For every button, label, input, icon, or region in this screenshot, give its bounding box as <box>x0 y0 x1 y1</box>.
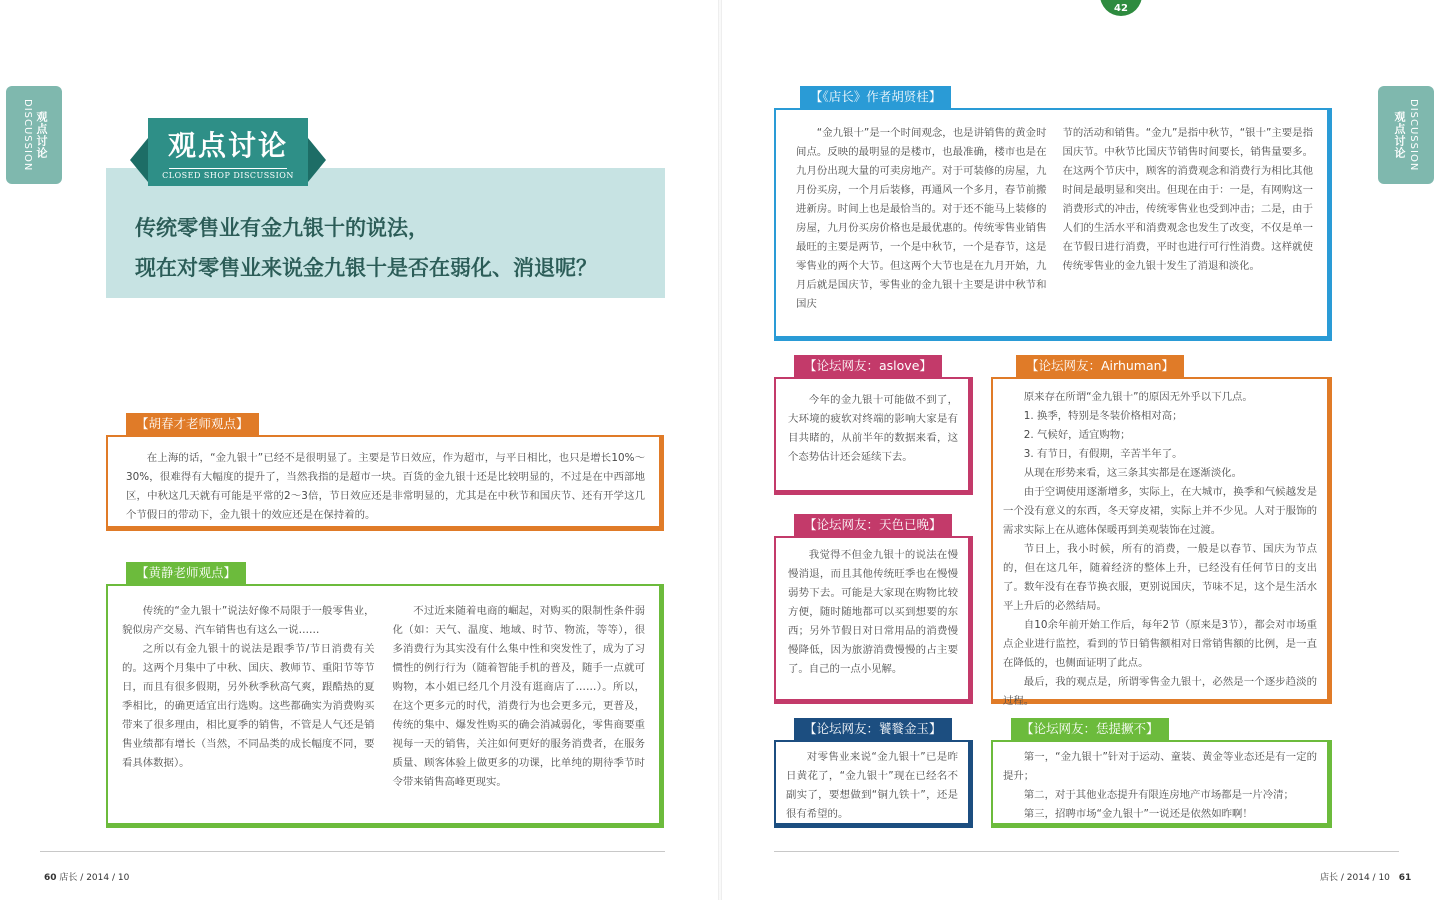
huang-col1-p2: 之所以有金九银十的说法是跟季节/节日消费有关的。这两个月集中了中秋、国庆、教师节、重阳节等节日，而且有很多假期，另外秋季秋高气爽，跟酷热的夏季相比，的确更适宜出行选购。这些都确实为消费购买带来了很多理由，相比夏季的销售，不管是人气还是销售业绩都有增长（当然，不同品类的成长幅度不同，要看具体数据）。 <box>122 643 375 769</box>
issue-right: / 2014 / 10 <box>1340 873 1390 883</box>
airhuman-p5: 从现在形势来看，这三条其实都是在逐渐淡化。 <box>1023 467 1242 479</box>
footer-rule-left <box>40 851 665 852</box>
tibuji-p1: 第一，“金九银十”针对于运动、童装、黄金等业态还是有一定的提升； <box>1003 751 1317 782</box>
tibuji-p3: 第三，招聘市场“金九银十”一说还是依然如昨啊！ <box>1023 808 1253 820</box>
page-number-left: 60 <box>44 873 57 883</box>
author-col-1 <box>796 124 1047 328</box>
folio-left <box>44 870 129 883</box>
tianse-label: 【论坛网友：天色已晚】 <box>794 514 952 536</box>
question-line-2: 现在对零售业来说金九银十是否在弱化、消退呢？ <box>135 255 597 280</box>
side-tab-cn: 观点讨论 <box>35 111 48 159</box>
title-ribbon <box>148 118 308 186</box>
page-title: 观点讨论 <box>167 129 288 162</box>
side-tab-left <box>6 86 62 184</box>
airhuman-p7: 节日上，我小时候，所有的消费，一般是以春节、国庆为节点的，但在这几年，随着经济的整体上升，已经没有任何节日的支出了。数年没有在春节换衣服，更别说国庆，节味不足，这个是生活水平上升后的必然结局。 <box>1003 543 1317 612</box>
author-col1-text: “金九银十”是一个时间观念，也是讲销售的黄金时间点。反映的最明显的是楼市，也最准确，楼市也是在九月份出现大量的可卖房地产。对于可装修的房屋，九月份买房，一个月后装修，再通风一个多月，春节前搬进新房。时间上也是最恰当的。对于还不能马上装修的房屋，九月份买房价格也是最优惠的。传统零售业销售最旺的主要是两节，一个是中秋节，一个是春节，这是零售业的两个大节。但这两个大节也是在九月开始，九月后就是国庆节，零售业的金九银十主要是讲中秋节和国庆 <box>796 127 1047 310</box>
airhuman-p2: 1. 换季，特别是冬装价格相对高； <box>1023 410 1183 422</box>
page-badge[interactable]: 42 <box>1100 0 1142 16</box>
airhuman-p4: 3. 有节日，有假期，辛苦半年了。 <box>1023 448 1183 460</box>
aslove-text: 今年的金九银十可能做不到了，大环境的疲软对终端的影响大家是有目共睹的，从前半年的数据来看，这个态势估计还会延续下去。 <box>788 394 958 463</box>
tibuji-p2: 第二，对于其他业态提升有限连房地产市场都是一片冷清； <box>1023 789 1294 801</box>
magazine-name-right: 店长 <box>1320 873 1339 883</box>
aslove-label: 【论坛网友：aslove】 <box>794 355 942 377</box>
huang-label: 【黄静老师观点】 <box>126 562 246 584</box>
footer-rule-right <box>774 851 1399 852</box>
tibuji-label: 【论坛网友：恁提撅不】 <box>1011 718 1169 740</box>
hu-text: 在上海的话，“金九银十”已经不是很明显了。主要是节日效应，作为超市，与平日相比，也只是增长10%～30%，很难得有大幅度的提升了，当然我指的是超市一块。百货的金九银十还是比较明显的，不过是在中西部地区，中秋这几天就有可能是平常的2～3倍，节日效应还是非常明显的，尤其是在中秋节和国庆节、还有开学这几个节假日的带动下，金九银十的效应还是在保持着的。 <box>126 452 645 521</box>
tianse-box <box>774 536 973 704</box>
tiaocan-text: 对零售业来说“金九银十”已是昨日黄花了，“金九银十”现在已经名不副实了，要想做到“铜九铁十”，还是很有希望的。 <box>786 751 958 820</box>
huang-col2-p1: 不过近来随着电商的崛起，对购买的限制性条件弱化（如：天气、温度、地域、时节、物流，等等），很多消费行为其实没有什么集中性和突发性了，成为了习惯性的例行行为（随着智能手机的普及，随手一点就可购物，本小姐已经几个月没有逛商店了……）。所以，在这个更多元的时代，消费行为也会更多元，更普及，传统的集中、爆发性购买的确会消减弱化，零售商要重视每一天的销售，关注如何更好的服务消费者，在服务质量、顾客体验上做更多的功课，比单纯的期待季节时令带来销售高峰更现实。 <box>392 605 645 788</box>
airhuman-label: 【论坛网友：Airhuman】 <box>1016 355 1184 377</box>
side-tab-en-right: DISCUSSION <box>1408 98 1419 172</box>
question-line-1: 传统零售业有金九银十的说法， <box>135 215 429 240</box>
aslove-box <box>774 377 973 495</box>
tiaocan-box <box>774 740 973 828</box>
airhuman-box <box>991 377 1332 707</box>
author-col2-text: 节的活动和销售。“金九”是指中秋节，“银十”主要是指国庆节。中秋节比国庆节销售时间要长，销售量要多。在这两个节庆中，顾客的消费观念和消费行为相比其他时间是最明显和突出。但现在由于：一是，有网购这一消费形式的冲击，传统零售业也受到冲击；二是，由于人们的生活水平和消费观念也发生了改变，不仅是单一在节假日进行消费，平时也进行可行性消费。这样就使传统零售业的金九银十发生了消退和淡化。 <box>1062 127 1313 272</box>
tianse-text: 我觉得不但金九银十的说法在慢慢消退，而且其他传统旺季也在慢慢弱势下去。可能是大家现在购物比较方便，随时随地都可以买到想要的东西；另外节假日对日常用品的消费慢慢降低，因为旅游消费慢慢的占主要了。自己的一点小见解。 <box>788 549 958 675</box>
airhuman-p8: 自10余年前开始工作后，每年2节（原来是3节），都会对市场重点企业进行监控，看到的节日销售额相对日常销售额的比例，是一直在降低的，也侧面证明了此点。 <box>1003 619 1317 669</box>
airhuman-p1: 原来存在所谓“金九银十”的原因无外乎以下几点。 <box>1023 391 1253 403</box>
tiaocan-label: 【论坛网友：饕餮金玉】 <box>794 718 952 740</box>
airhuman-p9: 最后，我的观点是，所谓零售金九银十，必然是一个逐步趋淡的过程。 <box>1003 676 1317 707</box>
question <box>135 208 655 288</box>
spine-gutter <box>718 0 722 900</box>
airhuman-p6: 由于空调使用逐渐增多，实际上，在大城市，换季和气候越发是一个没有意义的东西，冬天穿皮裙，实际上并不少见。人对于服饰的需求实际上在从遮体保暖再到美观装饰在过渡。 <box>1003 486 1317 536</box>
huang-box <box>106 584 664 828</box>
side-tab-en: DISCUSSION <box>22 98 33 172</box>
hu-label: 【胡春才老师观点】 <box>126 413 259 435</box>
folio-right <box>1320 870 1411 883</box>
tibuji-box <box>991 740 1332 828</box>
side-tab-cn-right: 观点讨论 <box>1393 111 1406 159</box>
side-tab-right <box>1378 86 1434 184</box>
issue-left: / 2014 / 10 <box>80 873 130 883</box>
author-label: 【《店长》作者胡贤桂】 <box>800 86 951 108</box>
author-box <box>774 108 1332 341</box>
right-page <box>720 0 1440 900</box>
airhuman-p3: 2. 气候好，适宜购物； <box>1023 429 1131 441</box>
magazine-name-left: 店长 <box>59 873 78 883</box>
hu-box <box>106 435 664 531</box>
huang-col-2 <box>393 602 646 815</box>
page-number-right: 61 <box>1398 873 1412 883</box>
huang-col-1 <box>122 602 375 815</box>
huang-col1-p1: 传统的“金九银十”说法好像不局限于一般零售业，貌似房产交易、汽车销售也有这么一说…… <box>122 605 375 636</box>
page-subtitle: CLOSED SHOP DISCUSSION <box>162 171 294 180</box>
author-col-2 <box>1063 124 1314 328</box>
